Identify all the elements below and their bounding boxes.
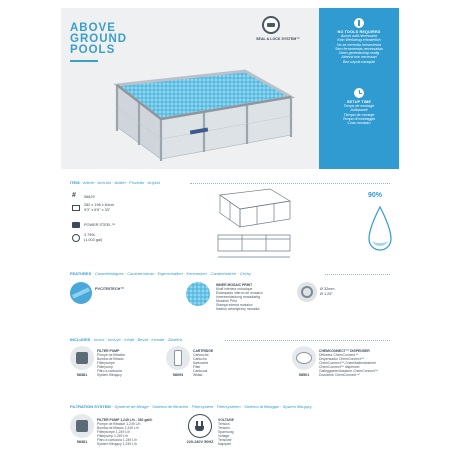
brand-title <box>70 23 150 56</box>
product-code: 58501 <box>298 373 310 377</box>
hose-diameter-imperial: Ø 1.25" <box>320 292 333 296</box>
include-line: ChemConnect™ dispenser <box>319 365 360 369</box>
model-number: 56629 <box>84 195 95 199</box>
dimensions-metric: 282 x 196 x 84cm <box>84 203 114 207</box>
no-tools-line: Aucun outil nécessaire <box>340 34 378 38</box>
no-tools-line: Sem ferramentas necessárias <box>335 46 383 51</box>
features-label: FEATURES <box>70 271 92 276</box>
voltage-value: 220-240V 50HZ <box>186 440 214 444</box>
filtration-label: FILTRATION SYSTEM <box>70 404 111 409</box>
seal-lock-label: SEAL & LOCK SYSTEM™ <box>256 37 300 41</box>
include-line: Cartucho <box>193 357 207 361</box>
features-translations: · Caractéristiques · Características · Eigenschaften · Kenmerken · Caratteristiche · Cechy <box>92 271 252 276</box>
voltage-line: Tensión <box>218 426 230 430</box>
volume-icon <box>72 234 80 242</box>
includes-label: INCLUDES <box>70 337 91 342</box>
setup-time-heading: SETUP TIME <box>346 100 372 105</box>
product-code: 58093 <box>172 373 184 377</box>
feature-line: Estampado interno de mosaico <box>216 291 263 295</box>
include-line: Filterpumpe <box>97 361 115 365</box>
pump-line: Filtro a cartuccia 1,249 L/h <box>97 438 137 442</box>
include-line: Cartuccia <box>193 369 208 373</box>
pvc-material-icon <box>70 282 92 304</box>
item-label: ITEM <box>70 180 80 185</box>
setup-time-line: Tiempo de montaje <box>343 112 375 117</box>
setup-time-line: Aufbauzeit <box>350 108 368 113</box>
feature-line: Innenverkleidung mosaikartig <box>216 295 261 299</box>
filtration-section-label <box>70 404 312 409</box>
hose-diameter-metric: Ø 32mm <box>320 287 335 291</box>
volume-liters: 3 799L <box>84 233 96 237</box>
hose-icon <box>297 282 317 302</box>
hash-icon: # <box>72 192 76 199</box>
include-line: Pompe de filtration <box>97 353 126 357</box>
feature-title: INNER MOSAIC PRINT <box>216 283 253 287</box>
product-code: 58381 <box>76 440 88 444</box>
no-tools-line: No se necesita herramienta <box>337 42 381 47</box>
include-line: Cartouche <box>193 353 209 357</box>
pump-line: Bomba de filtrado 1,249 L/h <box>97 426 139 430</box>
no-tools-line: Bez użycia narzędzi <box>343 59 375 64</box>
include-title: FILTER PUMP <box>97 349 120 353</box>
pump-line: Filterpumpe 1,249 L/h <box>97 430 130 434</box>
include-line: Filterpomp <box>97 365 114 369</box>
setup-time-line: Czas montażu <box>347 121 371 126</box>
include-line: Kartusche <box>193 361 209 365</box>
voltage-line: Spannung <box>218 430 234 434</box>
voltage-line: Tensione <box>218 438 232 442</box>
clock-icon <box>354 88 364 98</box>
feature-title: PVC/TRITECH™ <box>95 287 125 291</box>
includes-section-label <box>70 337 182 342</box>
dispenser-icon <box>292 346 316 370</box>
include-line: Galleggiante/dosatore ChemConnect™ <box>319 369 379 373</box>
include-title: CARTRIDGE <box>193 349 214 353</box>
cartridge-icon <box>166 346 190 370</box>
title-line: ABOVE <box>70 22 116 34</box>
mosaic-print-icon <box>186 282 210 306</box>
section-divider <box>190 183 390 184</box>
title-line: GROUND <box>70 33 128 45</box>
filter-pump-icon <box>70 414 94 438</box>
no-tools-line: Kein Werkzeug erforderlich <box>337 38 381 43</box>
no-tools-line: Geen gereedschap nodig <box>338 51 380 56</box>
features-section-label <box>70 271 251 276</box>
no-tools-icon <box>354 18 364 28</box>
feature-line: Mozaïek Print <box>216 299 237 303</box>
feature-line: Motif intérieur mosaïque <box>216 287 253 291</box>
item-section-label <box>70 180 160 185</box>
include-title: CHEMCONNECT™ DISPENSER <box>319 349 370 353</box>
dimensions-imperial: 9'3" x 6'5" x 33" <box>84 208 111 212</box>
include-line: Dozownik ChemConnect™ <box>319 373 360 377</box>
feature-line: Nadruk wewnętrzny mozaika <box>216 307 260 311</box>
pump-line: System filtrujący 1,249 L/h <box>97 442 137 446</box>
include-line: Bomba de filtrado <box>97 357 124 361</box>
includes-translations: · Inclus · Incluye · Inhalt · Bevat · Include · Zawiera <box>91 337 183 342</box>
voltage-title: VOLTAGE <box>218 418 234 422</box>
voltage-plug-icon <box>188 414 212 438</box>
volume-gallons: (1,003 gal) <box>84 238 103 242</box>
include-line: Filter <box>193 365 201 369</box>
include-line: Dispensador ChemConnect™ <box>319 357 365 361</box>
filtration-translations: · Système de filtrage · Sistema de filtración · Filtersystem · Filtersysteem · Sistema di filtraggio · System filtrujący <box>111 404 312 409</box>
feature-line: Stampa interna mosaico <box>216 303 253 307</box>
section-divider <box>225 340 390 341</box>
item-translations: · Article · Artículo · Artikel · Prodotto · Artykuł <box>80 180 160 185</box>
no-tools-line: Attrezzi non necessari <box>341 55 377 60</box>
title-underline <box>70 60 98 62</box>
pool-illustration <box>95 55 300 163</box>
filter-pump-icon <box>70 346 94 370</box>
setup-time-line: Tempo di montaggio <box>342 116 376 121</box>
include-line: Wkład <box>193 373 203 377</box>
fill-percentage: 90% <box>368 192 383 199</box>
include-line: ChemConnect™-Chemikaliendosierer <box>319 361 377 365</box>
no-tools-heading: NO TOOLS REQUIRED <box>337 30 381 34</box>
dimensions-icon <box>72 205 80 211</box>
voltage-line: Napięcie <box>218 442 232 446</box>
power-steel-label: POWER STEEL™ <box>84 223 116 227</box>
water-drop-icon <box>366 205 394 259</box>
voltage-line: Voltage <box>218 434 230 438</box>
seal-lock-icon <box>262 16 280 34</box>
power-steel-icon <box>72 222 80 228</box>
section-divider <box>325 274 390 275</box>
setup-time-line: Temps de montage <box>343 104 375 109</box>
title-line: POOLS <box>70 44 116 56</box>
include-line: Filtro a cartuccia <box>97 369 122 373</box>
info-panel <box>319 8 399 169</box>
product-code: 58381 <box>76 373 88 377</box>
include-line: Diffuseur ChemConnect™ <box>319 353 359 357</box>
include-line: System filtrujący <box>97 373 122 377</box>
voltage-line: Tension <box>218 422 230 426</box>
pool-line-drawing <box>212 187 296 263</box>
pump-line: Pompe de filtration 1,249 L/h <box>97 422 141 426</box>
pump-title: FILTER PUMP 1,249 L/h - 330 gal/h <box>97 418 153 422</box>
pump-line: Filterpomp 1,249 L/h <box>97 434 129 438</box>
